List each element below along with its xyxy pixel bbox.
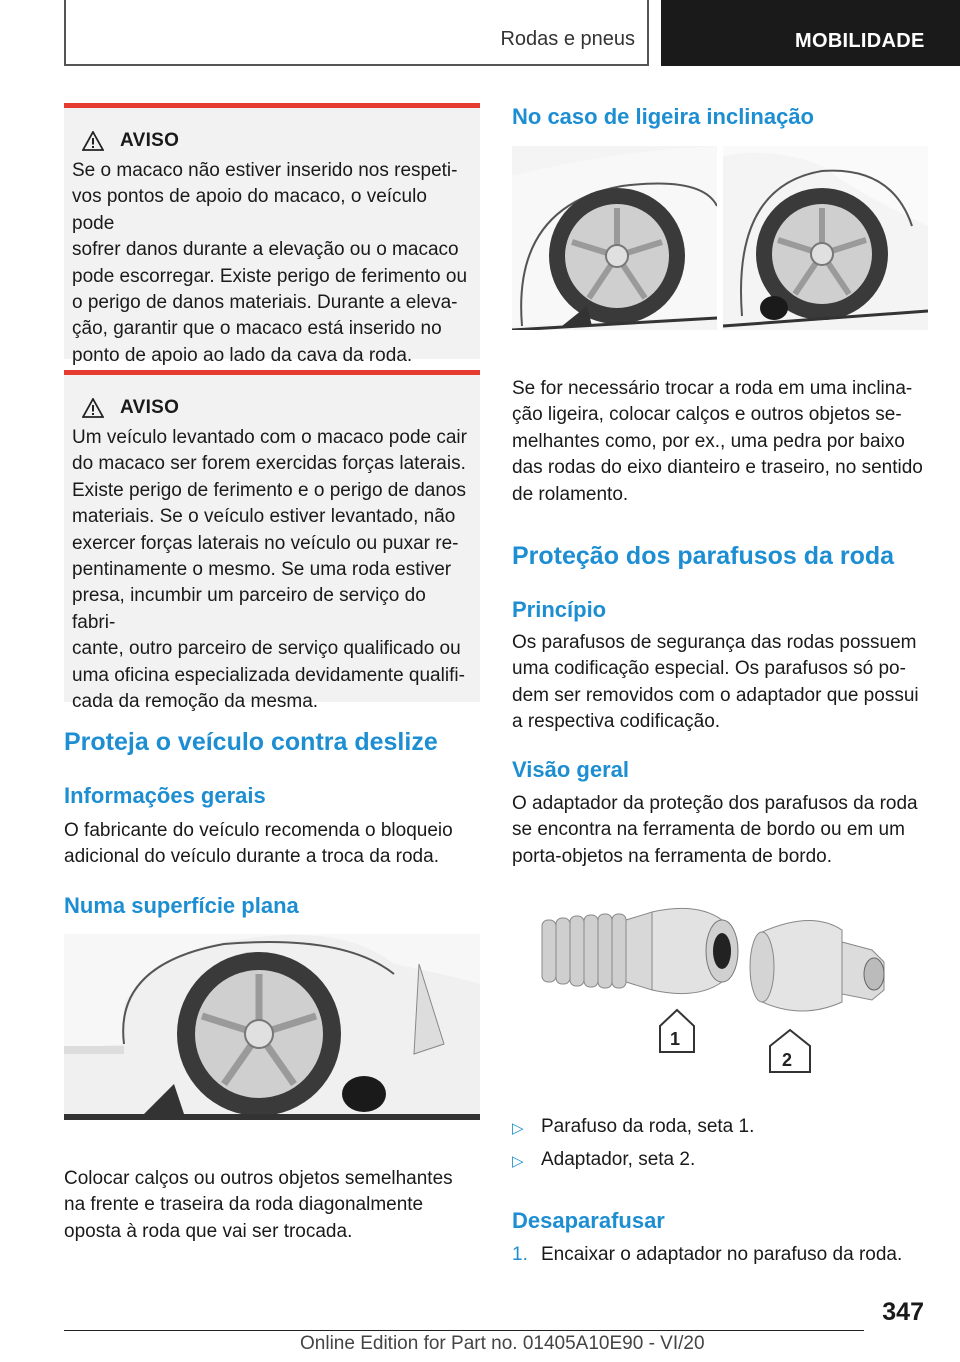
list-item-text: Adaptador, seta 2. — [541, 1149, 696, 1170]
text-line: uma oficina especializada devidamente qualifi- — [72, 664, 465, 686]
text-line: na frente e traseira da roda diagonalmente — [64, 1194, 424, 1216]
text-line: ponto de apoio ao lado da cava da roda. — [72, 344, 413, 366]
text-line: Colocar calços ou outros objetos semelhantes — [64, 1168, 453, 1189]
step-text: Encaixar o adaptador no parafuso da roda. — [541, 1244, 903, 1265]
subheading: Visão geral — [512, 757, 629, 782]
paragraph — [512, 791, 918, 870]
text-line: Se o macaco não estiver inserido nos respeti- — [72, 160, 458, 181]
text-line: sofrer danos durante a elevação ou o macaco — [72, 239, 459, 261]
step-item — [512, 1244, 902, 1266]
text-line: pentinamente o mesmo. Se uma roda estiver — [72, 559, 452, 581]
bullet-arrow-icon: ▷ — [512, 1120, 524, 1137]
text-line: de rolamento. — [512, 483, 629, 505]
paragraph — [512, 376, 923, 508]
text-line: pode escorregar. Existe perigo de ferimento ou — [72, 265, 468, 287]
list-item-text: Parafuso da roda, seta 1. — [541, 1116, 755, 1137]
text-line: adicional do veículo durante a troca da roda. — [64, 846, 439, 868]
text-line: presa, incumbir um parceiro de serviço do fabri- — [72, 585, 426, 633]
subheading: Numa superfície plana — [64, 893, 299, 918]
text-line: a respectiva codificação. — [512, 711, 721, 733]
text-line: melhantes como, por ex., uma pedra por baixo — [512, 430, 905, 452]
warning-box-2 — [64, 370, 480, 713]
warning-title: AVISO — [120, 397, 180, 418]
warning-triangle-icon — [82, 131, 104, 151]
footer-divider — [64, 1330, 864, 1331]
wheel-chock-incline-image — [512, 146, 928, 330]
bullet-arrow-icon: ▷ — [512, 1153, 524, 1170]
warning-title: AVISO — [120, 130, 180, 151]
list-item — [512, 1116, 754, 1138]
text-line: Os parafusos de segurança das rodas possuem — [512, 632, 917, 653]
warning-box-1 — [64, 103, 480, 366]
list-item — [512, 1149, 695, 1171]
warning-text — [72, 425, 472, 715]
callout-2: 2 — [782, 1050, 793, 1070]
text-line: do macaco ser forem exercidas forças laterais. — [72, 453, 466, 475]
subheading: No caso de ligeira inclinação — [512, 104, 814, 129]
lock-bolt-adapter-image — [512, 890, 928, 1082]
text-line: cante, outro parceiro de serviço qualificado ou — [72, 638, 461, 660]
step-number: 1. — [512, 1244, 528, 1265]
chapter-tab: MOBILIDADE — [661, 0, 960, 66]
text-line: ção ligeira, colocar calços e outros objetos se- — [512, 404, 902, 426]
warning-triangle-icon — [82, 398, 104, 418]
subheading: Desaparafusar — [512, 1208, 665, 1233]
page-number: 347 — [882, 1298, 924, 1326]
text-line: dem ser removidos com o adaptador que possui — [512, 684, 919, 706]
section-heading: Proteja o veículo contra deslize — [64, 728, 438, 756]
text-line: o perigo de danos materiais. Durante a eleva- — [72, 292, 458, 314]
text-line: das rodas do eixo dianteiro e traseiro, no sentido — [512, 457, 923, 479]
section-heading: Proteção dos parafusos da roda — [512, 542, 895, 570]
text-line: O fabricante do veículo recomenda o bloqueio — [64, 820, 453, 841]
text-line: materiais. Se o veículo estiver levantado, não — [72, 506, 456, 528]
image-caption — [64, 1166, 453, 1245]
warning-text — [72, 158, 472, 369]
header-frame — [64, 0, 649, 66]
text-line: Existe perigo de ferimento e o perigo de danos — [72, 479, 466, 501]
text-line: ção, garantir que o macaco está inserido no — [72, 318, 442, 340]
text-line: O adaptador da proteção dos parafusos da roda — [512, 793, 918, 814]
paragraph — [512, 630, 919, 736]
text-line: vos pontos de apoio do macaco, o veículo pode — [72, 186, 427, 234]
page-header — [0, 0, 960, 66]
warning-header — [72, 128, 472, 154]
text-line: se encontra na ferramenta de bordo ou em um — [512, 819, 905, 841]
callout-1: 1 — [670, 1029, 681, 1049]
text-line: oposta à roda que vai ser trocada. — [64, 1220, 353, 1242]
footer-edition: Online Edition for Part no. 01405A10E90 - VI/20 — [300, 1333, 705, 1354]
text-line: Um veículo levantado com o macaco pode cair — [72, 427, 467, 448]
text-line: uma codificação especial. Os parafusos só po- — [512, 658, 906, 680]
text-line: Se for necessário trocar a roda em uma inclina- — [512, 378, 913, 399]
text-line: porta-objetos na ferramenta de bordo. — [512, 845, 833, 867]
section-title: Rodas e pneus — [500, 28, 635, 50]
warning-header — [72, 395, 472, 421]
subheading: Princípio — [512, 597, 607, 622]
text-line: exercer forças laterais no veículo ou puxar re- — [72, 532, 459, 554]
paragraph — [64, 818, 453, 871]
subheading: Informações gerais — [64, 783, 266, 808]
text-line: cada da remoção da mesma. — [72, 691, 319, 713]
wheel-chock-flat-image — [64, 934, 480, 1120]
